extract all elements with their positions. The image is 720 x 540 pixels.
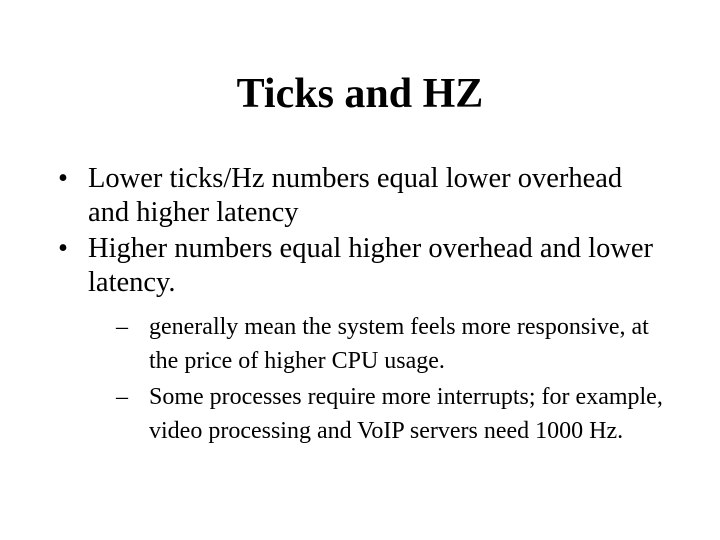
- bullet-item: [58, 232, 668, 448]
- sub-bullet-marker: –: [116, 384, 128, 410]
- bullet-marker: •: [58, 163, 68, 194]
- slide-title: Ticks and HZ: [236, 71, 484, 117]
- bullet-text: Lower ticks/Hz numbers equal lower overhead and higher latency: [88, 163, 623, 228]
- sub-bullet-text: generally mean the system feels more responsive, at the price of higher CPU usage.: [149, 314, 649, 374]
- sub-bullet-item: [116, 380, 668, 448]
- sub-bullet-item: [116, 310, 668, 378]
- bullet-marker: •: [58, 233, 68, 264]
- sub-bullet-list: [116, 310, 668, 448]
- bullet-item: [58, 162, 668, 230]
- bullet-text: Higher numbers equal higher overhead and lower latency.: [88, 233, 654, 298]
- bullet-list: [58, 162, 668, 450]
- sub-bullet-marker: –: [116, 314, 128, 340]
- sub-bullet-text: Some processes require more interrupts; for example, video processing and VoIP servers need 1000 Hz.: [149, 384, 663, 444]
